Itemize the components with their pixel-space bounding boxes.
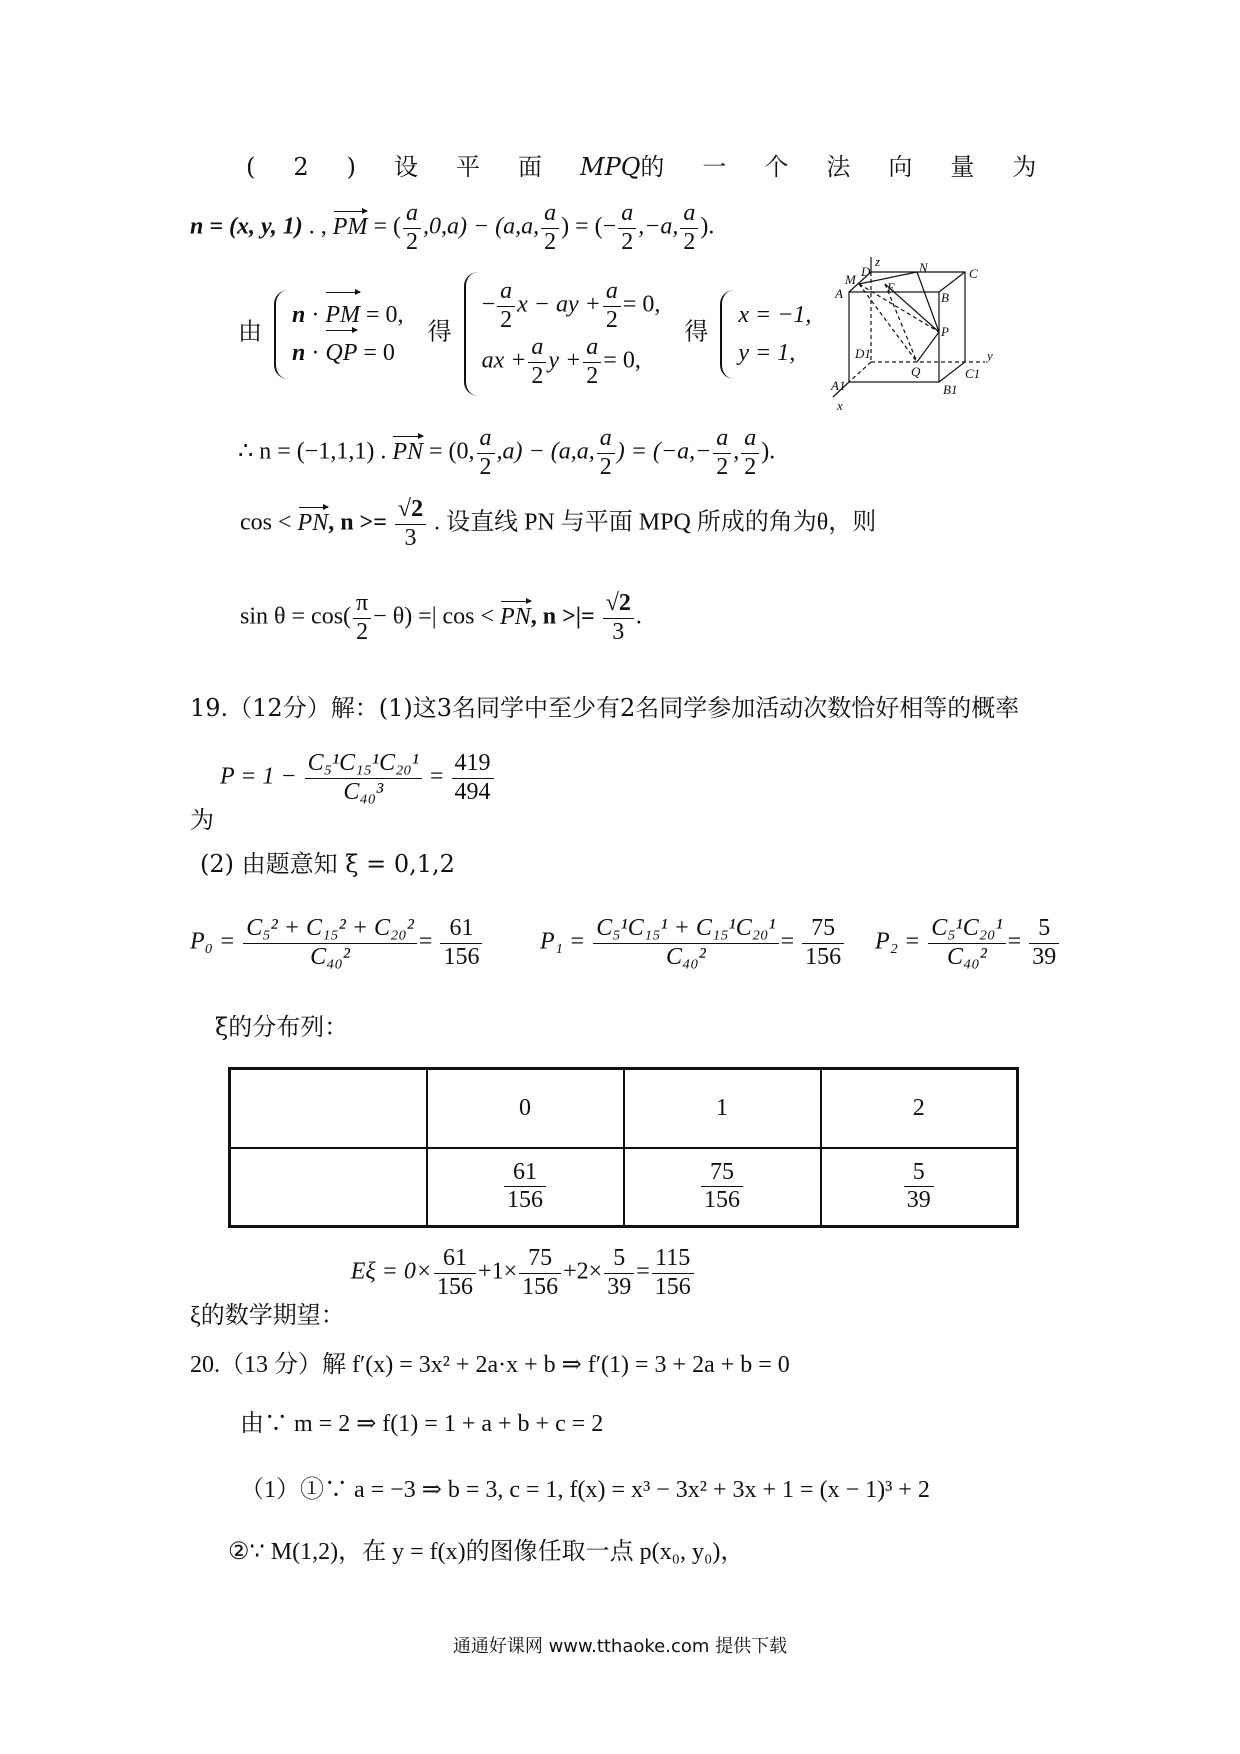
- label-e: E: [887, 280, 895, 295]
- distribution-table: [228, 1067, 1019, 1228]
- table-cell: $\frac{5}{39}$: [821, 1148, 1018, 1227]
- table-cell: 2: [821, 1069, 1018, 1148]
- q19-distribution-label: ξ的分布列：: [215, 1013, 349, 1041]
- label-d: D: [861, 264, 871, 279]
- q20-line-3: （1）①∵ a = −3 ⇒ b = 3, c = 1, f(x) = x³ − 3x² + 3x + 1 = (x − 1)³ + 2: [240, 1477, 930, 1503]
- label-y: y: [987, 348, 993, 363]
- table-cell: $\frac{61}{156}$: [427, 1148, 624, 1227]
- table-cell: 1: [624, 1069, 821, 1148]
- table-row: [230, 1069, 1018, 1148]
- q18-n-result: ∴ n = (−1,1,1) . PN = (0, $\frac{a}{2}$ ,a) − (a,a, $\frac{a}{2}$ ) = (−a,− $\frac{a}{2}$ , $\frac{a}{2}$ ).: [238, 425, 776, 480]
- q19-p-expression: 为 P = 1 − $\frac{\text{C₅¹C₁₅¹C₂₀¹}}{\text{C₄₀³}}$ = $\frac{419}{494}$: [190, 750, 496, 806]
- q20-line-4: ②∵ M(1,2)，在 y = f(x)的图像任取一点 p(x₀, y₀)，: [228, 1539, 745, 1565]
- label-a1: A1: [831, 378, 846, 393]
- label-c1: C1: [965, 366, 981, 381]
- q18-intro: (2)设平面MPQ的一个法向量为: [246, 153, 1075, 181]
- label-b: B: [941, 290, 949, 305]
- q18-normal-vector-line: n = (x, y, 1) . , PM = ( $\frac{a}{2}$ ,0,a) − (a,a, $\frac{a}{2}$ ) = (− $\frac{a}{2}$ ,−a, $\frac{a}{2}$ ).: [190, 200, 715, 255]
- q19-p2: P₂ = $\frac{\text{C₅¹C₂₀¹}}{\text{C₄₀²}}$ = $\frac{5}{39}$: [875, 915, 1061, 971]
- label-p: P: [941, 324, 949, 339]
- system-solution: x = −1, y = 1,: [720, 290, 823, 379]
- system-1: n · PM = 0, n · QP = 0: [274, 290, 416, 379]
- label-d1: D1: [855, 346, 871, 361]
- q20-line-1: 20.（13 分）解 f′(x) = 3x² + 2a·x + b ⇒ f′(1) = 3 + 2a + b = 0: [190, 1352, 790, 1378]
- q18-cos-line: cos < PN, n >= $\frac{√2}{3}$ . 设直线 PN 与平面 MPQ 所成的角为θ，则: [240, 496, 877, 551]
- q18-sin-line: sin θ = cos( $\frac{\pi}{2}$ − θ) =| cos < PN, n >|= $\frac{√2}{3}$ .: [240, 590, 642, 645]
- label-x: x: [837, 398, 843, 413]
- q19-expectation: ξ的数学期望： Eξ = 0× $\frac{61}{156}$ +1× $\frac{75}{156}$ +2× $\frac{5}{39}$ = $\frac{115}{156}$: [190, 1245, 696, 1301]
- table-cell: 0: [427, 1069, 624, 1148]
- table-cell: [230, 1069, 427, 1148]
- q19-p0: P₀ = $\frac{\text{C₅² + C₁₅² + C₂₀²}}{\text{C₄₀²}}$ = $\frac{61}{156}$: [190, 915, 484, 971]
- footer-source: 通通好课网 www.tthaoke.com 提供下载: [452, 1636, 788, 1657]
- cube-figure: [825, 254, 1005, 432]
- q19-heading: 19.（12分）解：(1)这3名同学中至少有2名同学参加活动次数恰好相等的概率: [190, 694, 1020, 722]
- label-m: M: [845, 272, 856, 287]
- q18-system-line: 由 n · PM = 0, n · QP = 0 得 − $\frac{a}{2}$ x − ay + $\frac{a}{2}$ = 0, ax + $\frac{a}{2}$ y + $\frac{a}{2}$ = 0, 得 x = −1, y = 1,: [238, 272, 829, 396]
- label-z: z: [875, 254, 881, 269]
- q19-part2: (2) 由题意知 ξ = 0,1,2: [200, 850, 455, 878]
- q19-p1: P₁ = $\frac{\text{C₅¹C₁₅¹ + C₁₅¹C₂₀¹}}{\text{C₄₀²}}$ = $\frac{75}{156}$: [540, 915, 846, 971]
- table-cell: $\frac{75}{156}$: [624, 1148, 821, 1227]
- q20-line-2: 由∵ m = 2 ⇒ f(1) = 1 + a + b + c = 2: [240, 1411, 604, 1437]
- table-row: [230, 1148, 1018, 1227]
- label-q: Q: [911, 364, 921, 379]
- label-a: A: [835, 286, 843, 301]
- table-cell: [230, 1148, 427, 1227]
- label-n: N: [919, 260, 928, 275]
- label-b1: B1: [943, 382, 958, 397]
- system-2: − $\frac{a}{2}$ x − ay + $\frac{a}{2}$ = 0, ax + $\frac{a}{2}$ y + $\frac{a}{2}$ = 0,: [464, 272, 673, 396]
- label-c: C: [969, 266, 978, 281]
